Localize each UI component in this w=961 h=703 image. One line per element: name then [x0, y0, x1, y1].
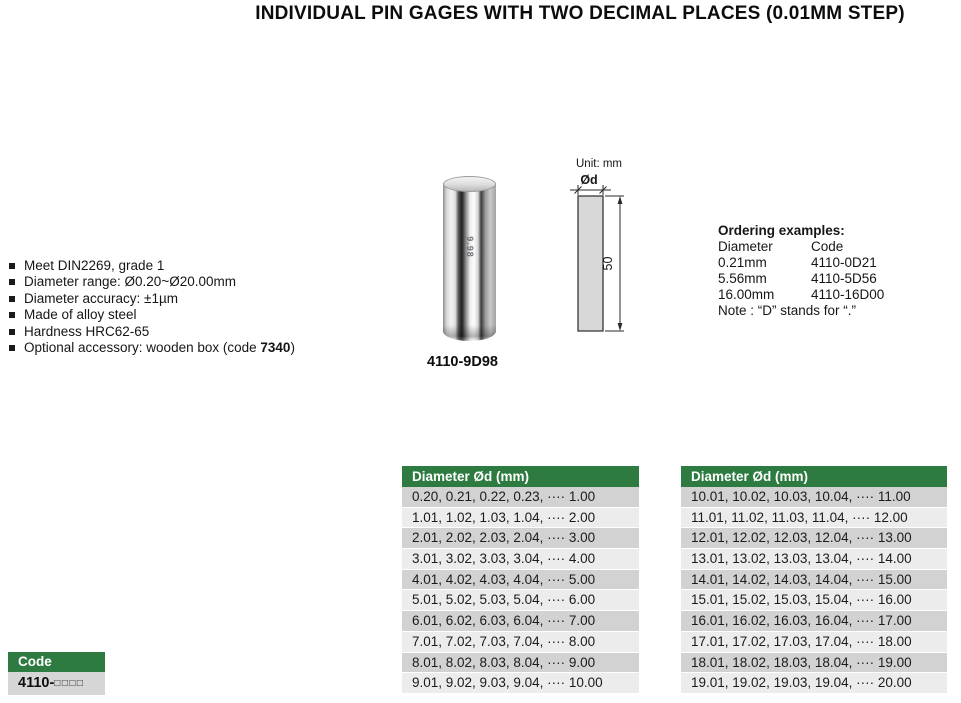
feature-text	[24, 340, 295, 356]
feature-text: Meet DIN2269, grade 1	[24, 258, 165, 273]
arrow-up-icon	[618, 196, 623, 204]
ordering-col-diameter: Diameter	[718, 239, 773, 254]
table-row: 14.01, 14.02, 14.03, 14.04, ···· 15.00	[681, 570, 947, 591]
ordering-code: 4110-5D56	[811, 271, 877, 286]
page-title: INDIVIDUAL PIN GAGES WITH TWO DECIMAL PLACES (0.01MM STEP)	[255, 3, 905, 24]
table-row: 18.01, 18.02, 18.03, 18.04, ···· 19.00	[681, 653, 947, 674]
square-bullet-icon	[9, 263, 15, 269]
feature-item	[9, 258, 295, 274]
ordering-code: 4110-16D00	[811, 287, 885, 302]
feature-text: Hardness HRC62-65	[24, 323, 150, 339]
feature-item	[9, 340, 295, 356]
diameter-dim-label: Ød	[580, 173, 598, 187]
table-row: 17.01, 17.02, 17.03, 17.04, ···· 18.00	[681, 632, 947, 653]
ordering-note: Note : “D” stands for “.”	[718, 303, 857, 318]
table-row: 5.01, 5.02, 5.03, 5.04, ···· 6.00	[402, 590, 639, 611]
feature-text: Made of alloy steel	[24, 307, 137, 323]
feature-text-prefix: Optional accessory: wooden box (code	[24, 340, 261, 356]
ordering-col-code: Code	[811, 239, 844, 254]
table-row: 19.01, 19.02, 19.03, 19.04, ···· 20.00	[681, 673, 947, 694]
square-bullet-icon	[9, 329, 15, 335]
table-header: Diameter Ød (mm)	[681, 466, 947, 487]
ordering-row	[718, 271, 884, 287]
table-row: 1.01, 1.02, 1.03, 1.04, ···· 2.00	[402, 508, 639, 529]
table-row: 7.01, 7.02, 7.03, 7.04, ···· 8.00	[402, 632, 639, 653]
feature-item	[9, 274, 295, 290]
code-value	[8, 672, 105, 695]
table-row: 8.01, 8.02, 8.03, 8.04, ···· 9.00	[402, 653, 639, 674]
feature-text-suffix: )	[290, 340, 295, 356]
table-row: 4.01, 4.02, 4.03, 4.04, ···· 5.00	[402, 570, 639, 591]
ordering-column-headers	[718, 239, 884, 255]
pin-cylinder-top	[443, 176, 496, 192]
table-row: 11.01, 11.02, 11.03, 11.04, ···· 12.00	[681, 508, 947, 529]
table-row: 15.01, 15.02, 15.03, 15.04, ···· 16.00	[681, 590, 947, 611]
table-row: 0.20, 0.21, 0.22, 0.23, ···· 1.00	[402, 487, 639, 508]
pin-gage-photo	[443, 176, 496, 341]
table-row: 10.01, 10.02, 10.03, 10.04, ···· 11.00	[681, 487, 947, 508]
accessory-code: 7340	[260, 340, 291, 356]
feature-item	[9, 324, 295, 340]
code-block	[8, 652, 105, 695]
height-dim-label: 50	[601, 256, 615, 271]
diameter-table-2	[681, 466, 947, 694]
ordering-heading: Ordering examples:	[718, 223, 845, 238]
feature-item	[9, 291, 295, 307]
feature-text: Diameter accuracy: ±1µm	[24, 290, 178, 306]
square-bullet-icon	[9, 345, 15, 351]
dimension-drawing	[558, 172, 628, 340]
feature-item	[9, 307, 295, 323]
table-row: 12.01, 12.02, 12.03, 12.04, ···· 13.00	[681, 528, 947, 549]
table-row: 3.01, 3.02, 3.03, 3.04, ···· 4.00	[402, 549, 639, 570]
pin-outline-rect	[578, 196, 603, 331]
ordering-row	[718, 287, 884, 303]
ordering-examples	[718, 223, 884, 319]
table-row: 9.01, 9.02, 9.03, 9.04, ···· 10.00	[402, 673, 639, 694]
code-placeholder-boxes: □□□□	[54, 677, 85, 689]
ordering-diameter: 0.21mm	[718, 255, 767, 270]
square-bullet-icon	[9, 279, 15, 285]
square-bullet-icon	[9, 296, 15, 302]
square-bullet-icon	[9, 312, 15, 318]
feature-text: Diameter range: Ø0.20~Ø20.00mm	[24, 274, 236, 290]
pin-size-marking: 9.98	[464, 236, 475, 258]
ordering-diameter: 5.56mm	[718, 271, 767, 286]
ordering-diameter: 16.00mm	[718, 287, 775, 302]
unit-label: Unit: mm	[576, 158, 622, 170]
ordering-code: 4110-0D21	[811, 255, 877, 270]
table-row: 6.01, 6.02, 6.03, 6.04, ···· 7.00	[402, 611, 639, 632]
table-row: 2.01, 2.02, 2.03, 2.04, ···· 3.00	[402, 528, 639, 549]
pin-cylinder-body	[443, 184, 496, 341]
table-header: Diameter Ød (mm)	[402, 466, 639, 487]
feature-list	[9, 258, 295, 356]
table-row: 16.01, 16.02, 16.03, 16.04, ···· 17.00	[681, 611, 947, 632]
code-prefix: 4110-	[18, 675, 55, 691]
code-header: Code	[8, 652, 105, 672]
pin-model-label: 4110-9D98	[427, 354, 498, 370]
ordering-row	[718, 255, 884, 271]
arrow-down-icon	[618, 323, 623, 331]
table-row: 13.01, 13.02, 13.03, 13.04, ···· 14.00	[681, 549, 947, 570]
diameter-table-1	[402, 466, 639, 694]
